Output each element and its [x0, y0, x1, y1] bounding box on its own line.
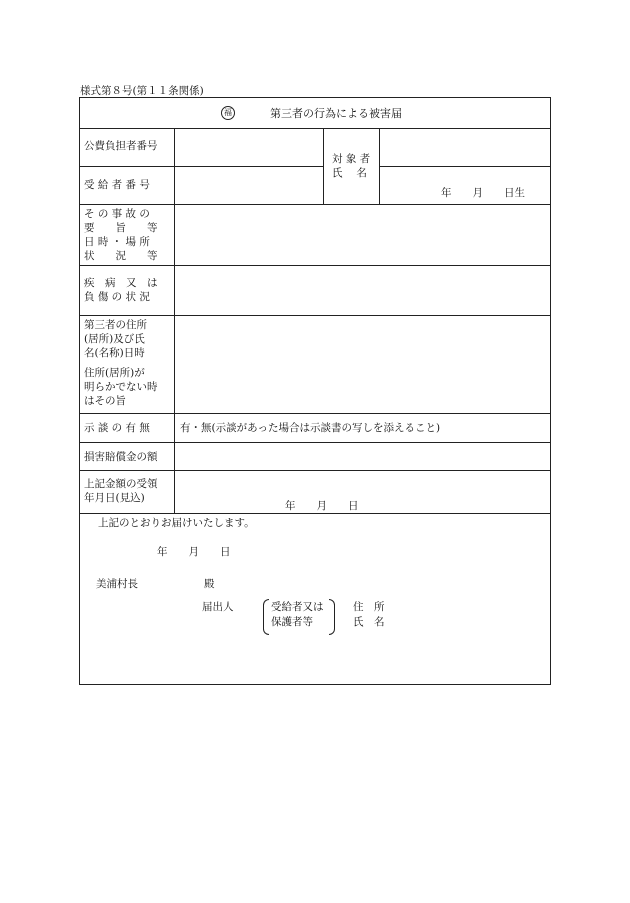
rule-taisho-right-v [379, 128, 380, 204]
label-jukyu: 受 給 者 番 号 [84, 179, 150, 191]
label-songai: 損害賠償金の額 [84, 451, 158, 463]
submitter-label: 届出人 [202, 601, 234, 613]
rule-title [79, 128, 551, 129]
label-jiko: そ の 事 故 の 要 旨 等 日 時 ・ 場 所 状 況 等 [84, 208, 158, 262]
label-shippei: 疾 病 又 は 負 傷 の 状 況 [84, 277, 158, 303]
addressee: 美浦村長 [96, 578, 138, 590]
jidan-value: 有・無(示談があった場合は示談書の写しを添えること) [180, 422, 441, 434]
role-1: 受給者又は [271, 601, 324, 613]
rule-jiko [79, 204, 551, 205]
label-taisho-2: 氏 名 [332, 167, 367, 179]
label-juryo: 上記金額の受領 年月日(見込) [84, 478, 158, 504]
rule-taisho-left [323, 128, 324, 204]
rule-label-column [174, 128, 175, 513]
address-label: 住 所 [353, 601, 385, 613]
bracket-left-icon [263, 599, 269, 635]
label-taisho-1: 対 象 者 [332, 153, 371, 165]
statement: 上記のとおりお届けいたします。 [98, 517, 255, 529]
rule-kohi [79, 166, 323, 167]
role-2: 保護者等 [271, 616, 313, 628]
label-jidan: 示 談 の 有 無 [84, 422, 150, 434]
form-title: 第三者の行為による被害届 [270, 107, 402, 120]
rule-taisho-right [379, 166, 551, 167]
juryo-date: 年 月 日 [285, 500, 359, 512]
rule-shippei [79, 265, 551, 266]
submit-date: 年 月 日 [157, 546, 231, 558]
rule-jidan [79, 413, 551, 414]
form-number: 様式第８号(第１１条関係) [80, 85, 204, 97]
rule-daisansha [79, 315, 551, 316]
birth-date: 年 月 日生 [441, 187, 525, 199]
label-daisansha: 第三者の住所 (居所)及び氏 名(名称)日時 住所(居所)が 明らかでない時 はその旨 [84, 319, 158, 407]
name-label: 氏 名 [353, 616, 385, 628]
honorific: 殿 [204, 578, 215, 590]
fuku-stamp-icon: 福 [221, 106, 235, 120]
rule-songai [79, 442, 551, 443]
rule-footer [79, 513, 551, 514]
rule-juryo [79, 470, 551, 471]
label-kohi: 公費負担者番号 [84, 140, 158, 152]
bracket-right-icon [329, 599, 335, 635]
